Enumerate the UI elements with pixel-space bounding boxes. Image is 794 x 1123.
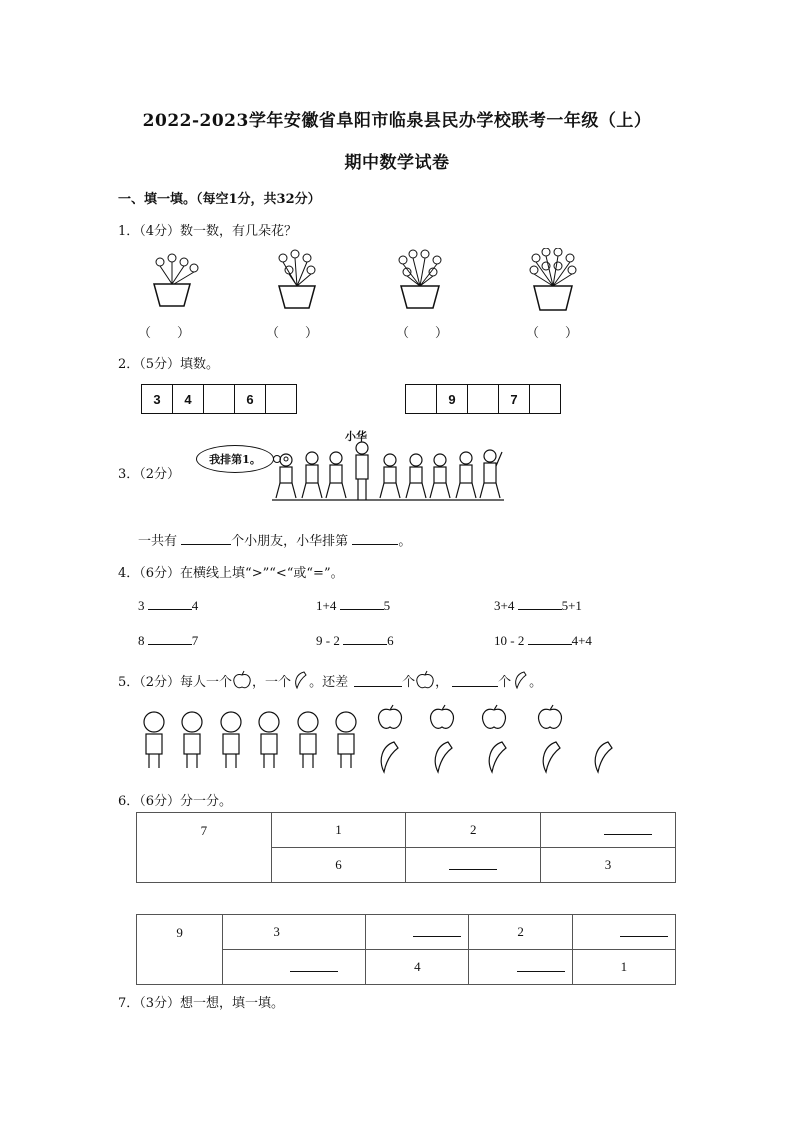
compare-blank[interactable] [148,631,192,645]
compare-blank[interactable] [518,596,562,610]
flower-pot-icon [279,250,315,308]
part-cell: 2 [406,813,541,848]
apple-icon [483,705,506,728]
seated-child-icon [302,452,322,498]
children-in-line-illustration [272,438,504,508]
part-cell-blank[interactable] [406,848,541,883]
child-icon [336,712,356,768]
seq-cell: 7 [498,384,530,414]
part-cell: 3 [223,915,366,950]
child-icon [144,712,164,768]
q6-stem: 6．（6分）分一分。 [118,794,233,809]
q1-answer-4[interactable]: （ ） [526,326,579,341]
part-cell: 4 [366,950,469,985]
compare-blank[interactable] [148,596,192,610]
part-cell: 6 [271,848,406,883]
banana-icon [595,742,612,772]
seated-child-icon [456,452,476,498]
part-cell: 1 [572,950,675,985]
seq-cell-blank[interactable] [529,384,561,414]
seq-cell: 3 [141,384,173,414]
q3-label: 3．（2分） [118,467,181,482]
part-cell: 2 [469,915,572,950]
standing-child-icon [356,442,368,500]
compare-blank[interactable] [343,631,387,645]
compare-item: 10 - 2 4+4 [494,633,592,648]
q1-answer-2[interactable]: （ ） [266,326,319,341]
child-icon [221,712,241,768]
apple-icon [232,670,252,690]
q1-stem: 1．（4分）数一数，有几朵花？ [118,224,298,239]
paper-title-line1: 2022-2023学年安徽省阜阳市临泉县民办学校联考一年级（上） [142,111,652,131]
banana-icon [291,670,309,690]
q3-fill-end: 。 [398,534,412,549]
seq-cell-blank[interactable] [405,384,437,414]
flower-pot-icon [399,250,441,308]
part-cell-blank[interactable] [572,915,675,950]
split-table-7 [136,812,676,883]
compare-item: 3+4 5+1 [494,598,582,613]
whole-number: 7 [137,813,272,883]
seated-child-icon [406,454,426,498]
q1-answer-1[interactable]: （ ） [138,326,191,341]
seq-cell-blank[interactable] [467,384,499,414]
seated-child-icon [276,454,296,498]
children-and-fruit-illustration [140,704,616,776]
apple-icon [415,670,435,690]
part-cell: 3 [541,848,676,883]
number-sequence-1 [142,384,297,414]
q3-fill-line [138,530,411,549]
flower-pot-icon [530,248,576,310]
part-cell: 1 [271,813,406,848]
apple-icon [539,705,562,728]
xiaohua-label: 小华 [345,430,367,443]
apple-icon [431,705,454,728]
banana-icon [435,742,452,772]
paper-title-line2: 期中数学试卷 [344,153,450,173]
q1-answer-3[interactable]: （ ） [396,326,449,341]
q7-stem: 7．（3分）想一想，填一填。 [118,996,285,1011]
q2-stem: 2．（5分）填数。 [118,357,220,372]
seq-cell-blank[interactable] [265,384,297,414]
q3-blank-count[interactable] [181,531,231,545]
child-icon [182,712,202,768]
banana-icon [381,742,398,772]
q5-blank-bananas[interactable] [452,673,498,687]
flower-pots-illustration [140,248,610,318]
seq-cell-blank[interactable] [203,384,235,414]
speech-bubble: 我排第1。 [196,445,274,473]
q5-stem: 5．（2分）每人一个 ，一个 。还差 个 ， 个 。 [118,670,542,690]
seq-cell: 9 [436,384,468,414]
q3-fill-a: 一共有 [138,534,178,549]
split-table-9 [136,914,676,985]
banana-icon [511,670,529,690]
seated-child-icon [326,452,346,498]
apple-icon [379,705,402,728]
compare-item: 3 4 [138,598,199,613]
seated-child-icon [430,454,450,498]
child-icon [259,712,279,768]
compare-item: 8 7 [138,633,199,648]
part-cell-blank[interactable] [366,915,469,950]
flower-pot-icon [154,254,198,306]
q4-stem: 4．（6分）在横线上填“>”“<“或“=”。 [118,566,344,581]
seq-cell: 6 [234,384,266,414]
compare-item: 9 - 2 6 [316,633,394,648]
number-sequence-2 [406,384,561,414]
child-icon [298,712,318,768]
seated-child-icon [480,450,502,498]
part-cell-blank[interactable] [223,950,366,985]
compare-blank[interactable] [528,631,572,645]
compare-blank[interactable] [340,596,384,610]
compare-item: 1+4 5 [316,598,391,613]
q3-fill-b: 个小朋友，小华排第 [231,534,349,549]
whole-number: 9 [137,915,223,985]
section-heading: 一、填一填。（每空1分，共32分） [118,192,321,207]
q5-blank-apples[interactable] [354,673,402,687]
seq-cell: 4 [172,384,204,414]
banana-icon [543,742,560,772]
part-cell-blank[interactable] [469,950,572,985]
part-cell-blank[interactable] [541,813,676,848]
q3-blank-position[interactable] [352,531,398,545]
banana-icon [489,742,506,772]
seated-child-icon [380,454,400,498]
